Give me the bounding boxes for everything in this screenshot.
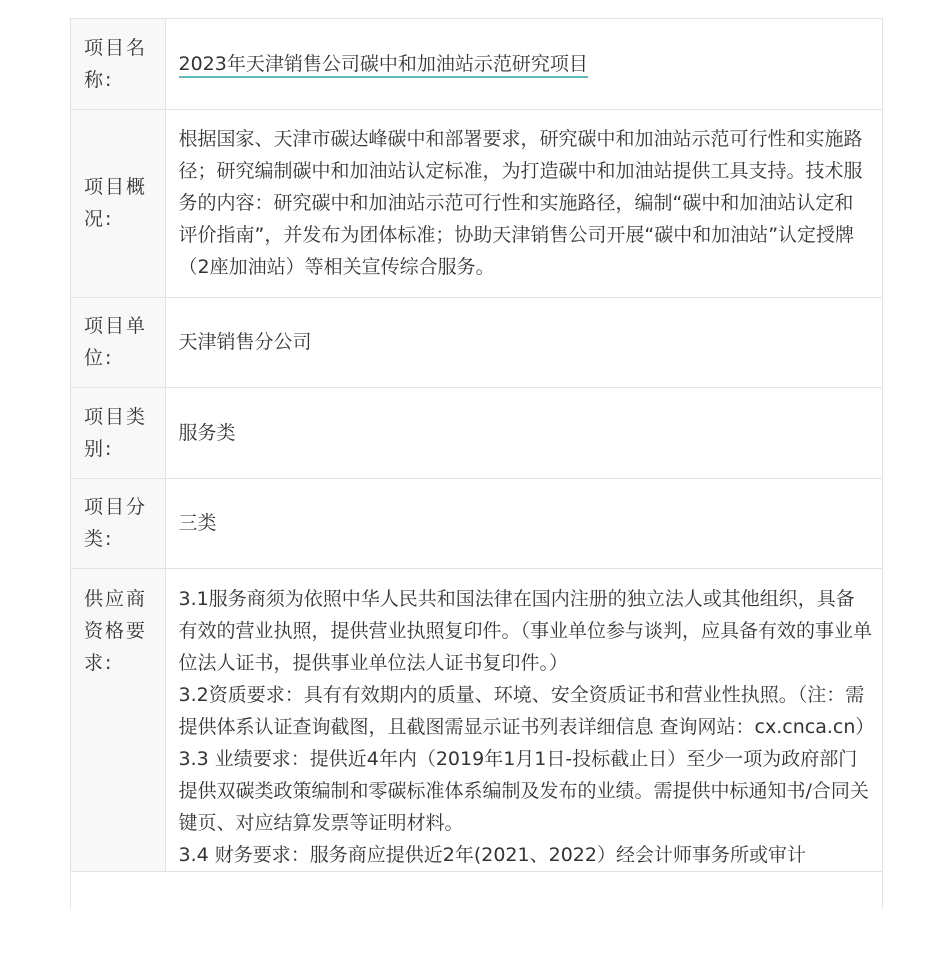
value-project-overview: 根据国家、天津市碳达峰碳中和部署要求，研究碳中和加油站示范可行性和实施路径；研究编制碳中和加油站认定标准，为打造碳中和加油站提供工具支持。技术服务的内容：研究碳中和加油站示范可行性和实施路径，编制“碳中和加油站认定和评价指南”，并发布为团体标准；协助天津销售公司开展“碳中和加油站”认定授牌（2座加油站）等相关宣传综合服务。 — [165, 109, 882, 297]
label-project-overview: 项目概况: — [71, 109, 165, 297]
requirement-item: 3.4 财务要求：服务商应提供近2年(2021、2022）经会计师事务所或审计 — [178, 843, 806, 866]
value-project-unit: 天津销售分公司 — [165, 297, 882, 387]
label-project-category: 项目类别: — [71, 387, 165, 478]
value-project-name-cell — [165, 19, 882, 109]
label-project-unit: 项目单位: — [71, 297, 165, 387]
row-supplier-requirements — [71, 568, 882, 871]
label-project-classification: 项目分类: — [71, 478, 165, 568]
project-name-link[interactable]: 2023年天津销售公司碳中和加油站示范研究项目 — [179, 53, 588, 78]
value-project-classification: 三类 — [165, 478, 882, 568]
project-info-table — [70, 18, 883, 909]
label-supplier-requirements: 供应商资格要求: — [71, 568, 165, 871]
row-project-unit — [71, 297, 882, 387]
value-project-category: 服务类 — [165, 387, 882, 478]
requirement-item: 3.2资质要求：具有有效期内的质量、环境、安全资质证书和营业性执照。（注：需提供体系认证查询截图，且截图需显示证书列表详细信息 查询网站：cx.cnca.cn） — [178, 683, 875, 738]
label-project-name: 项目名称: — [71, 19, 165, 109]
row-project-name — [71, 19, 882, 109]
row-project-classification — [71, 478, 882, 568]
value-supplier-requirements — [165, 568, 882, 871]
row-project-category — [71, 387, 882, 478]
requirement-item: 3.1服务商须为依照中华人民共和国法律在国内注册的独立法人或其他组织，具备有效的营业执照，提供营业执照复印件。（事业单位参与谈判，应具备有效的事业单位法人证书，提供事业单位法人证书复印件。） — [178, 587, 873, 674]
requirement-item: 3.3 业绩要求：提供近4年内（2019年1月1日-投标截止日）至少一项为政府部门提供双碳类政策编制和零碳标准体系编制及发布的业绩。需提供中标通知书/合同关键页、对应结算发票等证明材料。 — [178, 747, 869, 834]
row-project-overview — [71, 109, 882, 297]
